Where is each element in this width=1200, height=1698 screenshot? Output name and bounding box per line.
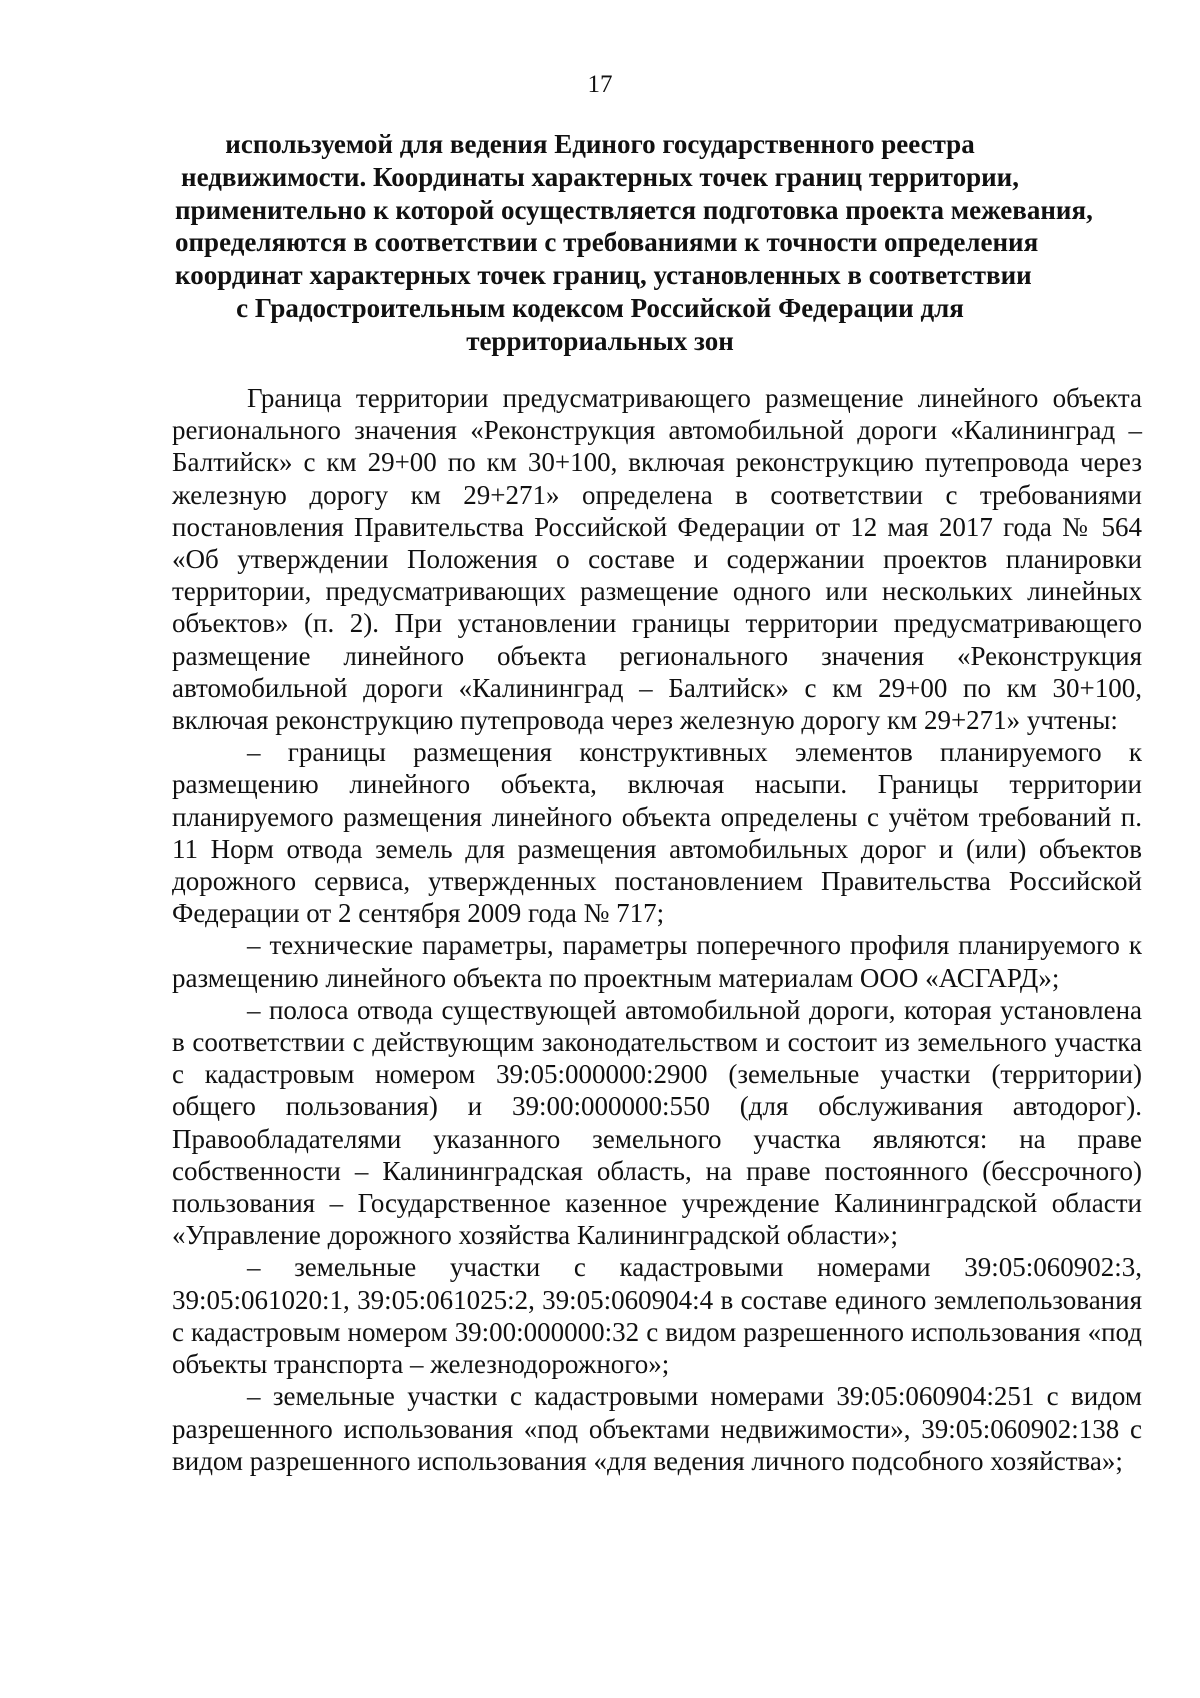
- heading-line: с Градостроительным кодексом Российской Федерации для: [236, 292, 964, 323]
- list-item-structural-elements: – границы размещения конструктивных элементов планируемого к размещению линейного объекта, включая насыпи. Границы территории планируемого размещения линейного объекта определены с учётом требований п. 11 Норм отвода земель для размещения автомобильных дорог и (или) объектов дорожного сервиса, утвержденных постановлением Правительства Российской Федерации от 2 сентября 2009 года № 717;: [172, 737, 1142, 929]
- heading-line: территориальных зон: [466, 325, 734, 356]
- page-number: 17: [587, 71, 613, 98]
- heading-line: координат характерных точек границ, установленных в соответствии: [175, 260, 1032, 291]
- paragraph-boundary-description: Граница территории предусматривающего размещение линейного объекта регионального значения «Реконструкция автомобильной дороги «Калининград – Балтийск» с км 29+00 по км 30+100, включая реконструкцию путепровода через железную дорогу км 29+271» определена в соответствии с требованиями постановления Правительства Российской Федерации от 12 мая 2017 года № 564 «Об утверждении Положения о составе и содержании проектов планировки территории, предусматривающих размещение одного или нескольких линейных объектов» (п. 2). При установлении границы территории предусматривающего размещение линейного объекта регионального значения «Реконструкция автомобильной дороги «Калининград – Балтийск» с км 29+00 по км 30+100, включая реконструкцию путепровода через железную дорогу км 29+271» учтены:: [172, 383, 1142, 736]
- list-item-private-land-plots: – земельные участки с кадастровыми номерами 39:05:060904:251 с видом разрешенного использования «под объектами недвижимости», 39:05:060902:138 с видом разрешенного использования «для ведения личного подсобного хозяйства»;: [172, 1381, 1142, 1476]
- heading-line: применительно к которой осуществляется подготовка проекта межевания,: [175, 194, 1093, 225]
- heading-line: недвижимости. Координаты характерных точек границ территории,: [181, 161, 1019, 192]
- list-item-right-of-way: – полоса отвода существующей автомобильной дороги, которая установлена в соответствии с действующим законодательством и состоит из земельного участка с кадастровым номером 39:05:000000:2900 (земельные участки (территории) общего пользования) и 39:00:000000:550 (для обслуживания автодорог). Правообладателями указанного земельного участка являются: на праве собственности – Калининградская область, на праве постоянного (бессрочного) пользования – Государственное казенное учреждение Калининградской области «Управление дорожного хозяйства Калининградской области»;: [172, 994, 1142, 1251]
- body-text: [172, 382, 1142, 1477]
- list-item-railway-land-plots: – земельные участки с кадастровыми номерами 39:05:060902:3, 39:05:061020:1, 39:05:061025:2, 39:05:060904:4 в составе единого землепользования с кадастровым номером 39:00:000000:32 с видом разрешенного использования «под объекты транспорта – железнодорожного»;: [172, 1252, 1142, 1380]
- list-item-technical-parameters: – технические параметры, параметры поперечного профиля планируемого к размещению линейного объекта по проектным материалам ООО «АСГАРД»;: [172, 930, 1142, 993]
- section-heading: [175, 128, 1093, 358]
- heading-line: определяются в соответствии с требованиями к точности определения: [175, 227, 1039, 258]
- heading-line: используемой для ведения Единого государственного реестра: [225, 129, 975, 159]
